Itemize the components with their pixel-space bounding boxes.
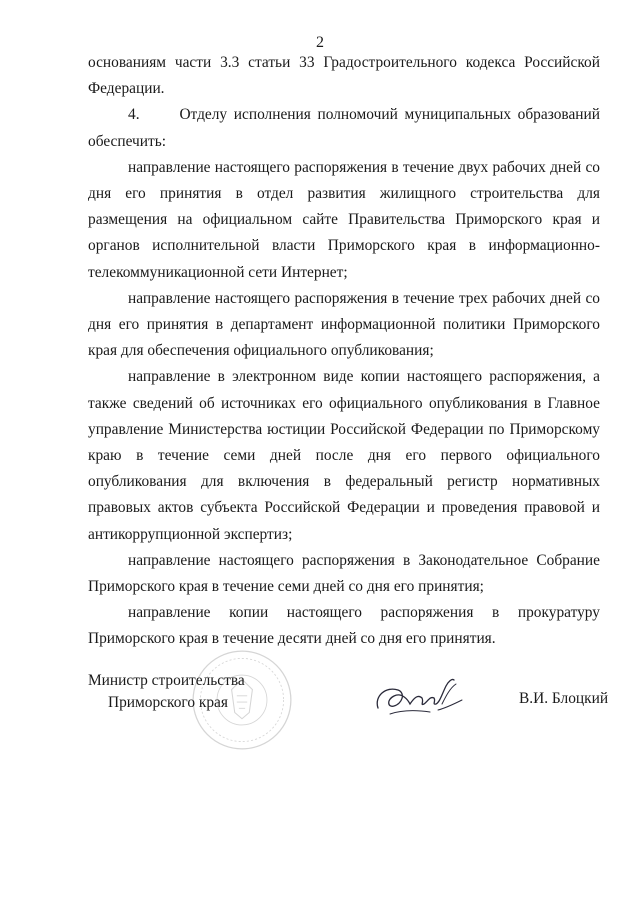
paragraph-item-4: 4. Отделу исполнения полномочий муниципальных образований обеспечить: bbox=[88, 106, 600, 150]
paragraph-official-publication: направление настоящего распоряжения в течение трех рабочих дней со дня его принятия в департамент информационной политики Приморского края для обеспечения официального опубликования; bbox=[88, 289, 600, 360]
handwritten-signature bbox=[372, 674, 468, 720]
signatory-position-line-2: Приморского края bbox=[108, 694, 228, 711]
paragraph-ministry-of-justice: направление в электронном виде копии настоящего распоряжения, а также сведений об источниках его официального опубликования в Главное управление Министерства юстиции Российской Федерации по Приморскому краю в течение семи дней после дня его первого официального опубликования для включения в федеральный регистр нормативных правовых актов субъекта Российской Федерации и проведения правовой и антикоррупционной экспертиз; bbox=[88, 368, 600, 543]
paragraph-prosecutor-office: направление копии настоящего распоряжения в прокуратуру Приморского края в течение десяти дней со дня его принятия. bbox=[88, 604, 600, 648]
paragraph-continuation: основаниям части 3.3 статьи 33 Градостроительного кодекса Российской Федерации. bbox=[88, 54, 600, 98]
signer-name: В.И. Блоцкий bbox=[519, 690, 609, 707]
paragraph-legislative-assembly: направление настоящего распоряжения в Законодательное Собрание Приморского края в течение семи дней со дня его принятия; bbox=[88, 551, 600, 596]
signatory-position-line-1: Министр строительства bbox=[88, 672, 245, 689]
document-body bbox=[88, 50, 600, 653]
paragraph-website-publication: направление настоящего распоряжения в течение двух рабочих дней со дня его принятия в отдел развития жилищного строительства для размещения на официальном сайте Правительства Приморского края и органов исполнительной власти Приморского края в информационно-телекоммуникационной сети Интернет; bbox=[88, 158, 600, 281]
signatory-position bbox=[88, 670, 245, 714]
page-number: 2 bbox=[316, 34, 324, 51]
